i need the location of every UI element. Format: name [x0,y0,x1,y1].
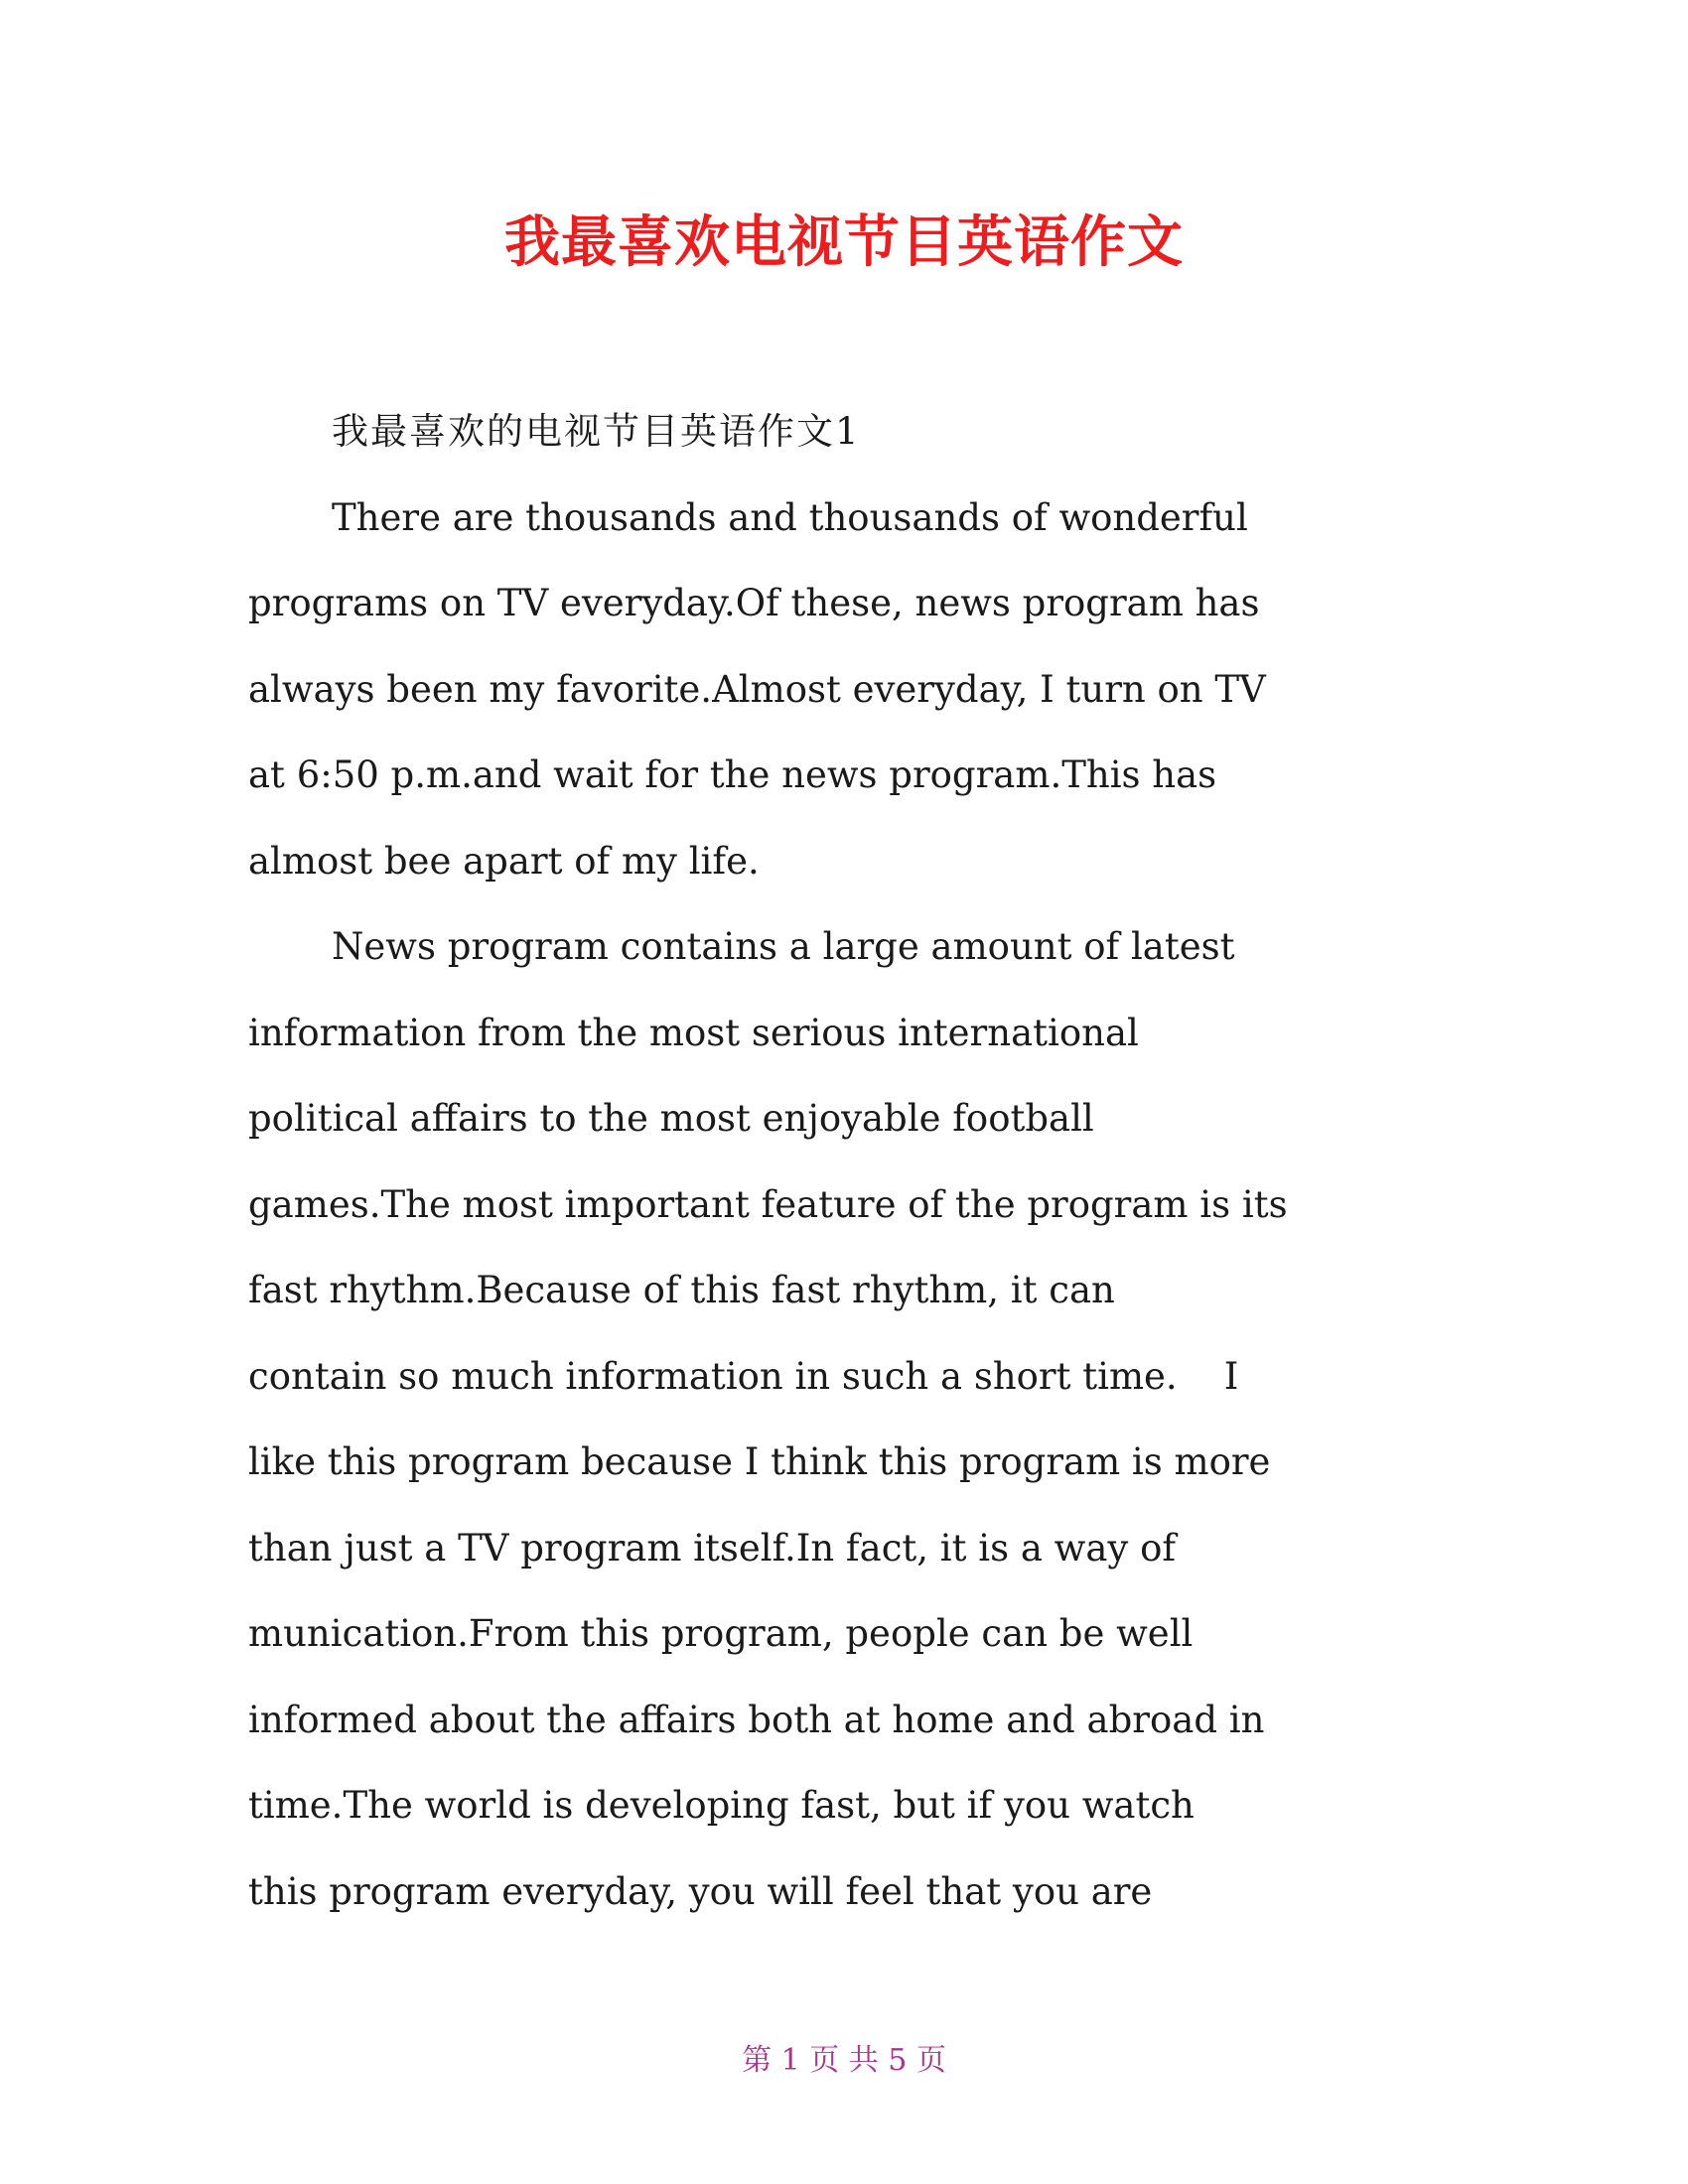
paragraph-line: There are thousands and thousands of wonderful [332,495,1248,539]
paragraph-line: informed about the affairs both at home and abroad in [248,1698,1265,1741]
paragraph-line: programs on TV everyday.Of these, news program has [248,582,1260,624]
paragraph-line: always been my favorite.Almost everyday, I turn on TV [248,667,1266,711]
paragraph-line: at 6:50 p.m.and wait for the news program.This has [248,753,1217,796]
document-body [248,389,1440,1935]
page-number-footer: 第 1 页 共 5 页 [742,2043,946,2078]
section-heading: 我最喜欢的电视节目英语作文1 [332,410,861,453]
paragraph-line: time.The world is developing fast, but if you watch [248,1784,1195,1827]
paragraph-line: contain so much information in such a short time. I [248,1354,1239,1398]
paragraph-line: like this program because I think this program is more [248,1440,1271,1483]
paragraph-line: this program everyday, you will feel that you are [248,1869,1153,1913]
paragraph-line: News program contains a large amount of latest [332,925,1235,968]
paragraph-line: than just a TV program itself.In fact, it is a way of [248,1526,1177,1570]
paragraph-line: games.The most important feature of the program is its [248,1182,1288,1226]
paragraph-line: information from the most serious international [248,1011,1139,1054]
paragraph-line: almost bee apart of my life. [248,839,760,883]
paragraph-line: munication.From this program, people can be well [248,1612,1194,1655]
paragraph-line: political affairs to the most enjoyable football [248,1097,1094,1140]
document-title: 我最喜欢电视节目英语作文 [504,210,1184,275]
paragraph-line: fast rhythm.Because of this fast rhythm, it can [248,1269,1115,1311]
